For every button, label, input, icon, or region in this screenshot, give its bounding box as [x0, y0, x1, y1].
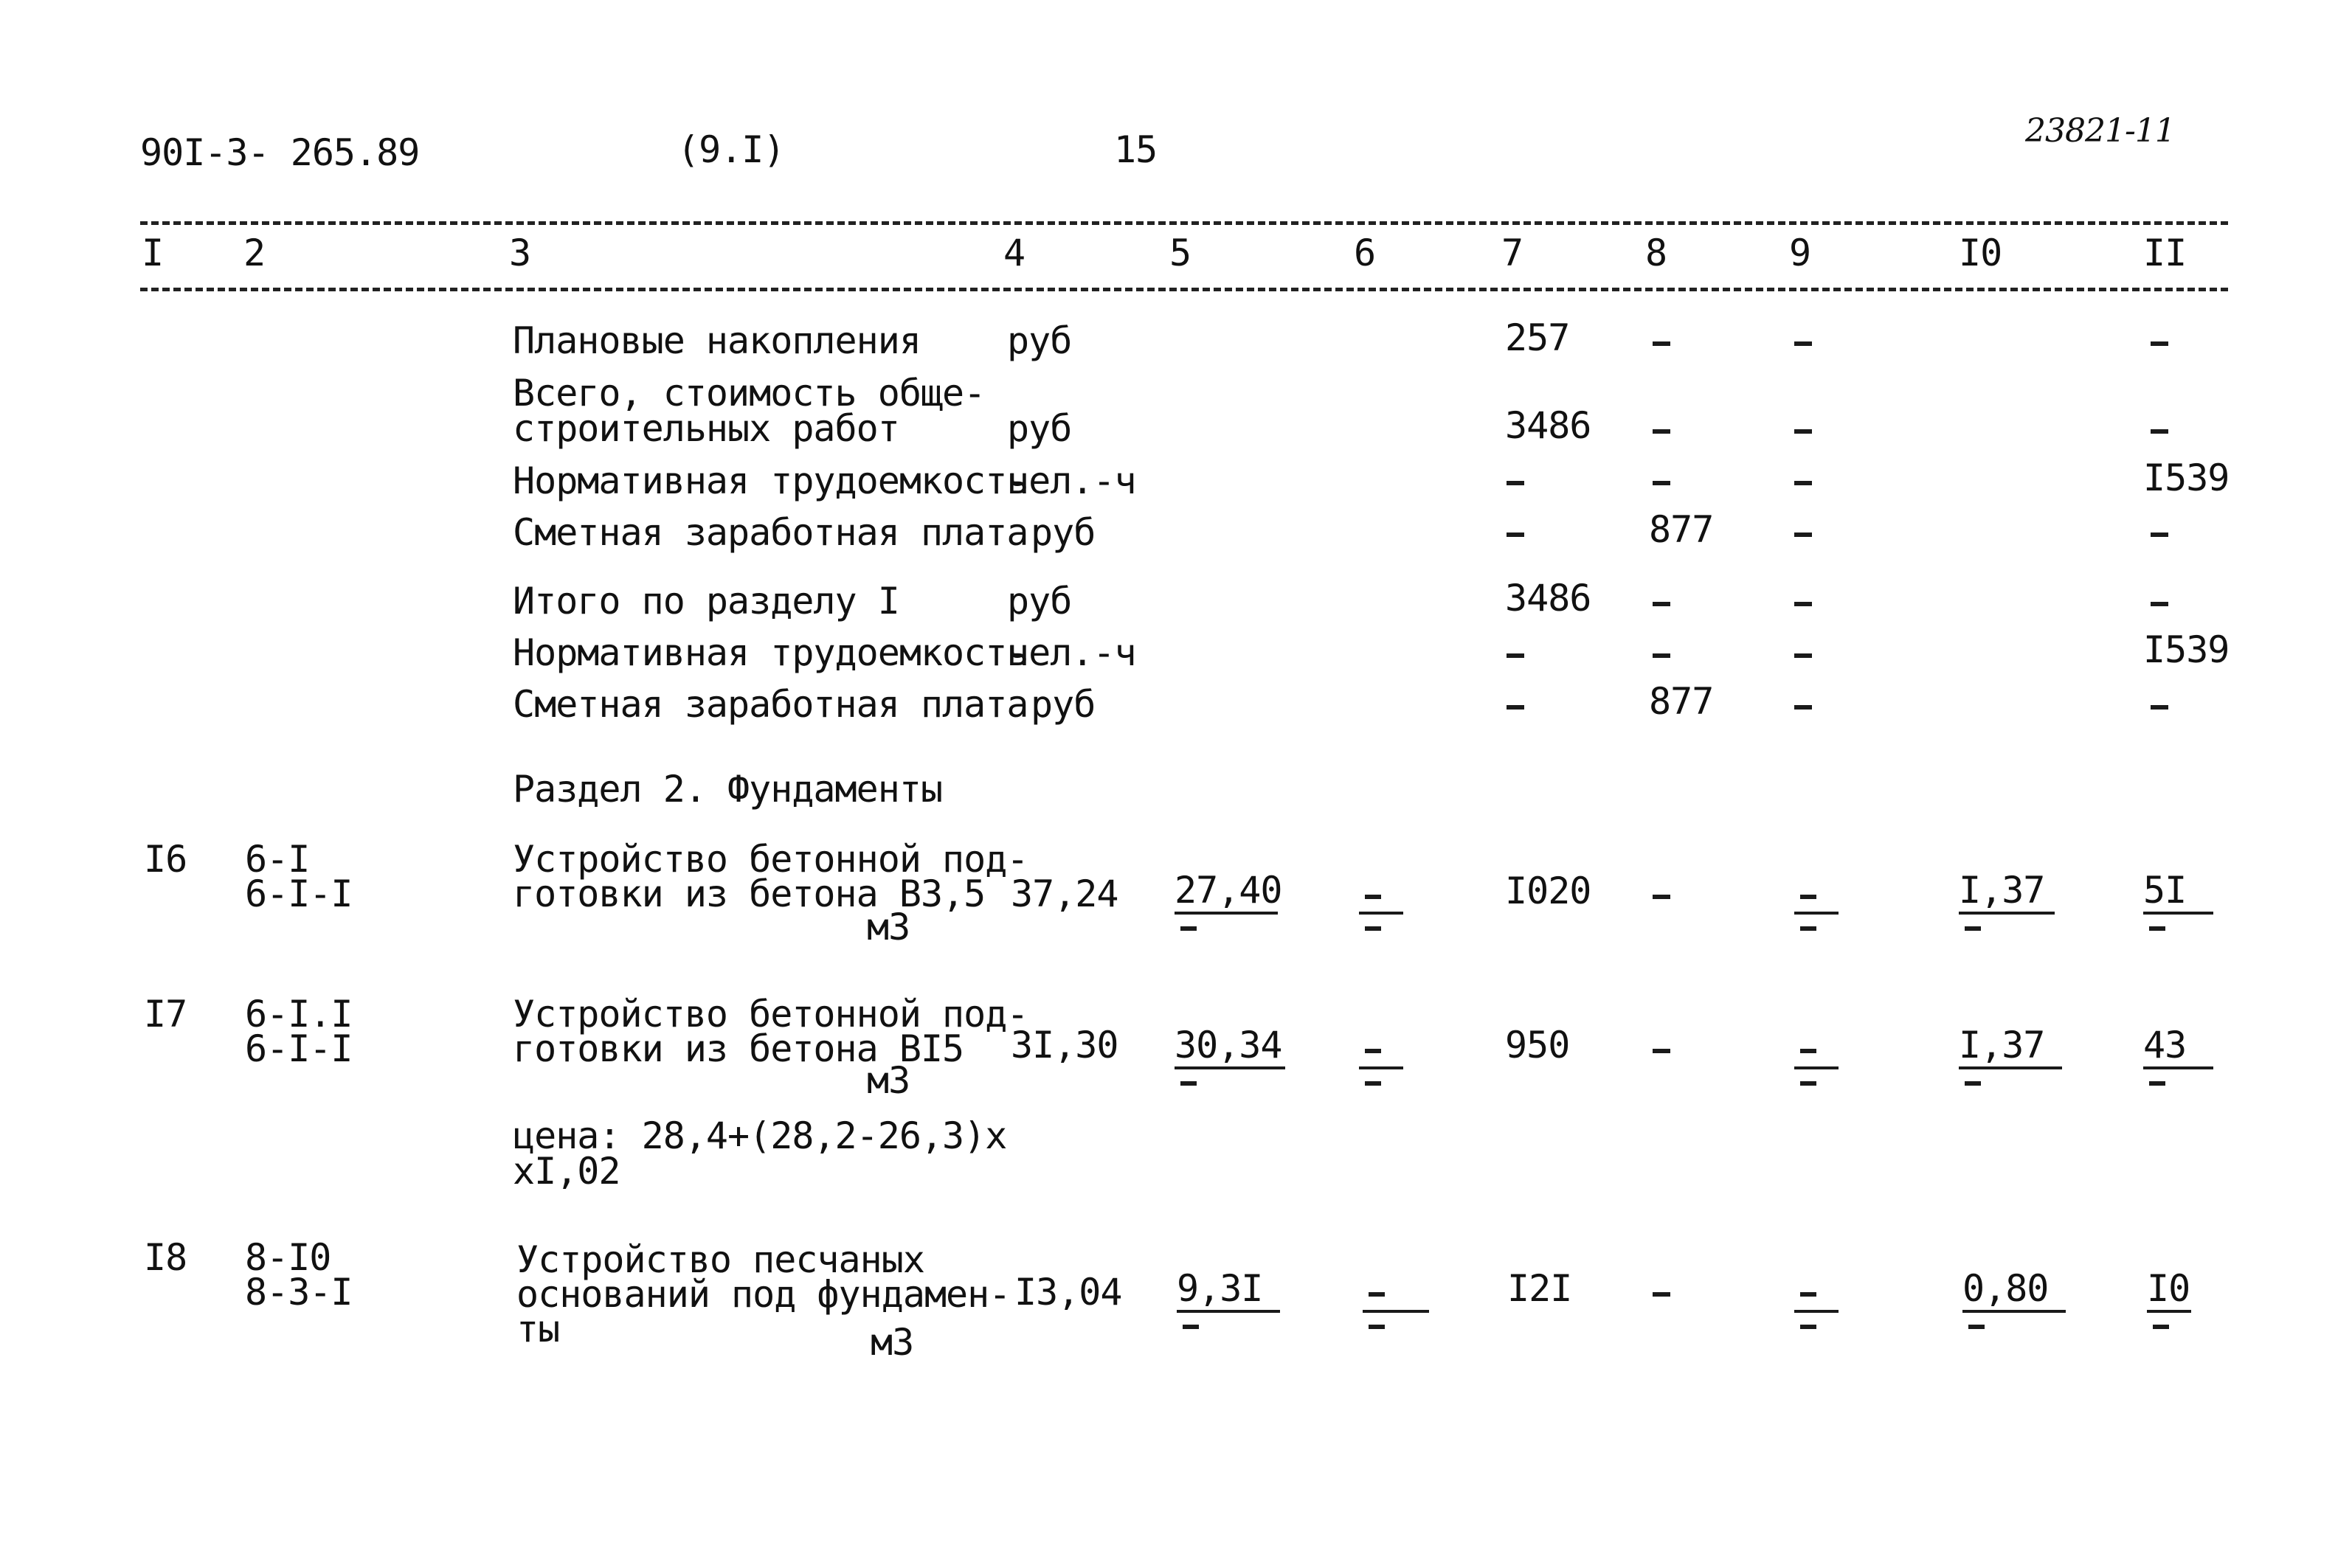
column-header: I0 — [1959, 232, 2002, 274]
section-number: (9.I) — [677, 128, 785, 171]
dash-mark — [1794, 653, 1812, 658]
summary-value: 257 — [1505, 316, 1570, 359]
dash-mark — [1653, 481, 1670, 485]
dash-mark — [1653, 602, 1670, 606]
row-number: I8 — [144, 1236, 187, 1279]
column-header: 2 — [243, 232, 266, 274]
total-cost: I020 — [1505, 870, 1591, 912]
dash-mark — [1653, 1049, 1670, 1053]
dash-mark — [1800, 1049, 1816, 1053]
column-header: II — [2143, 232, 2187, 274]
dash-mark — [1365, 1049, 1381, 1053]
dash-mark — [1794, 602, 1812, 606]
summary-label: Итого по разделу I — [513, 580, 899, 622]
dash-mark — [2151, 602, 2168, 606]
dash-mark — [1800, 1325, 1816, 1329]
dash-mark — [1968, 1325, 1985, 1329]
summary-unit: руб — [1031, 683, 1096, 726]
dash-mark — [2153, 1325, 2169, 1329]
total-cost: 950 — [1505, 1024, 1570, 1066]
work-description: ты — [516, 1308, 560, 1350]
underline — [1794, 912, 1839, 915]
summary-unit: чел.-ч — [1007, 631, 1136, 674]
work-description: Устройство бетонной под- — [513, 838, 1028, 881]
dash-mark — [2149, 926, 2165, 931]
column-header: I — [142, 232, 164, 274]
norm-code: 6-I-I — [245, 1027, 353, 1070]
price-note: цена: 28,4+(28,2-26,3)х — [513, 1114, 1007, 1157]
summary-value: 877 — [1649, 508, 1714, 551]
labor-per-unit: I,37 — [1959, 1024, 2045, 1066]
dash-mark — [1180, 926, 1197, 931]
summary-label: Нормативная трудоемкость — [513, 459, 1028, 502]
underline — [1175, 912, 1278, 915]
unit-of-measure: м3 — [871, 1321, 914, 1364]
dash-mark — [1369, 1292, 1385, 1297]
dash-mark — [2151, 429, 2168, 434]
summary-value: 877 — [1649, 680, 1714, 723]
dash-mark — [2151, 341, 2168, 346]
summary-unit: чел.-ч — [1007, 459, 1136, 502]
summary-label: Сметная заработная плата — [513, 683, 1028, 726]
dash-mark — [1180, 1081, 1197, 1086]
work-description: Устройство песчаных — [516, 1238, 924, 1281]
summary-value: 3486 — [1505, 577, 1591, 620]
underline — [1959, 1066, 2062, 1069]
labor-per-unit: I,37 — [1959, 869, 2045, 912]
unit-price: 9,3I — [1177, 1267, 1263, 1310]
column-header: 3 — [509, 232, 531, 274]
dash-mark — [1800, 926, 1816, 931]
dash-mark — [1365, 926, 1381, 931]
unit-of-measure: м3 — [867, 906, 910, 948]
dash-mark — [1507, 533, 1524, 537]
summary-label: Всего, стоимость обще- — [513, 372, 986, 414]
underline — [1175, 1066, 1285, 1069]
column-header: 5 — [1169, 232, 1191, 274]
dash-mark — [1794, 481, 1812, 485]
dash-mark — [1965, 926, 1981, 931]
dash-mark — [2151, 705, 2168, 710]
dash-mark — [1800, 895, 1816, 899]
dash-mark — [1507, 653, 1524, 658]
underline — [1359, 1066, 1403, 1069]
underline — [2143, 1066, 2213, 1069]
labor-total: 43 — [2143, 1024, 2187, 1066]
summary-unit: руб — [1031, 511, 1096, 554]
dash-mark — [1365, 1081, 1381, 1086]
summary-unit: руб — [1007, 407, 1072, 450]
dash-mark — [1507, 705, 1524, 710]
row-number: I7 — [144, 993, 187, 1035]
labor-total: I0 — [2147, 1267, 2190, 1310]
summary-unit: руб — [1007, 580, 1072, 622]
underline — [2147, 1310, 2191, 1313]
dash-mark — [1800, 1081, 1816, 1086]
column-header: 4 — [1003, 232, 1025, 274]
norm-code: 6-I.I — [245, 993, 353, 1035]
page-number: 15 — [1114, 128, 1158, 171]
summary-value: I539 — [2143, 457, 2230, 499]
dash-mark — [1653, 895, 1670, 899]
dash-mark — [1183, 1325, 1199, 1329]
total-cost: I2I — [1507, 1267, 1572, 1310]
price-note: хI,02 — [513, 1150, 620, 1193]
summary-unit: руб — [1007, 319, 1072, 362]
summary-label: Плановые накопления — [513, 319, 921, 362]
row-number: I6 — [144, 838, 187, 881]
summary-label: Сметная заработная плата — [513, 511, 1028, 554]
header-top-rule — [140, 221, 2228, 225]
underline — [1363, 1310, 1429, 1313]
summary-value: I539 — [2143, 628, 2230, 671]
section-title: Раздел 2. Фундаменты — [513, 768, 943, 811]
quantity: 3I,30 — [1011, 1024, 1118, 1066]
norm-code: 8-3-I — [245, 1271, 353, 1314]
quantity: I3,04 — [1014, 1271, 1122, 1314]
work-description: оснований под фундамен- — [516, 1273, 1011, 1316]
work-description: готовки из бетона ВI5 — [513, 1027, 964, 1070]
dash-mark — [1965, 1081, 1981, 1086]
unit-price: 27,40 — [1175, 869, 1282, 912]
dash-mark — [1794, 533, 1812, 537]
column-header: 7 — [1501, 232, 1523, 274]
column-header: 6 — [1354, 232, 1376, 274]
underline — [2143, 912, 2213, 915]
norm-code: 6-I-I — [245, 873, 353, 915]
dash-mark — [1653, 429, 1670, 434]
underline — [1794, 1066, 1839, 1069]
summary-value: 3486 — [1505, 404, 1591, 447]
underline — [1962, 1310, 2066, 1313]
underline — [1177, 1310, 1280, 1313]
dash-mark — [1800, 1292, 1816, 1297]
norm-code: 8-I0 — [245, 1236, 331, 1279]
norm-code: 6-I — [245, 838, 310, 881]
dash-mark — [1653, 341, 1670, 346]
unit-price: 30,34 — [1175, 1024, 1282, 1066]
dash-mark — [1507, 481, 1524, 485]
summary-label: строительных работ — [513, 407, 899, 450]
underline — [1794, 1310, 1839, 1313]
underline — [1359, 912, 1403, 915]
unit-of-measure: м3 — [867, 1059, 910, 1102]
work-description: Устройство бетонной под- — [513, 993, 1028, 1035]
dash-mark — [2149, 1081, 2165, 1086]
dash-mark — [1369, 1325, 1385, 1329]
column-header: 9 — [1789, 232, 1811, 274]
work-description: готовки из бетона В3,5 — [513, 873, 986, 915]
column-header: 8 — [1645, 232, 1667, 274]
inventory-number: 23821-11 — [2025, 112, 2175, 150]
summary-label: Нормативная трудоемкость — [513, 631, 1028, 674]
dash-mark — [1653, 1292, 1670, 1297]
dash-mark — [1794, 429, 1812, 434]
dash-mark — [1365, 895, 1381, 899]
dash-mark — [1653, 653, 1670, 658]
quantity: 37,24 — [1011, 873, 1118, 915]
header-bottom-rule — [140, 288, 2228, 291]
dash-mark — [1794, 341, 1812, 346]
dash-mark — [2151, 533, 2168, 537]
underline — [1959, 912, 2055, 915]
labor-per-unit: 0,80 — [1962, 1267, 2049, 1310]
labor-total: 5I — [2143, 869, 2187, 912]
document-code: 90I-3- 265.89 — [140, 131, 420, 174]
dash-mark — [1794, 705, 1812, 710]
